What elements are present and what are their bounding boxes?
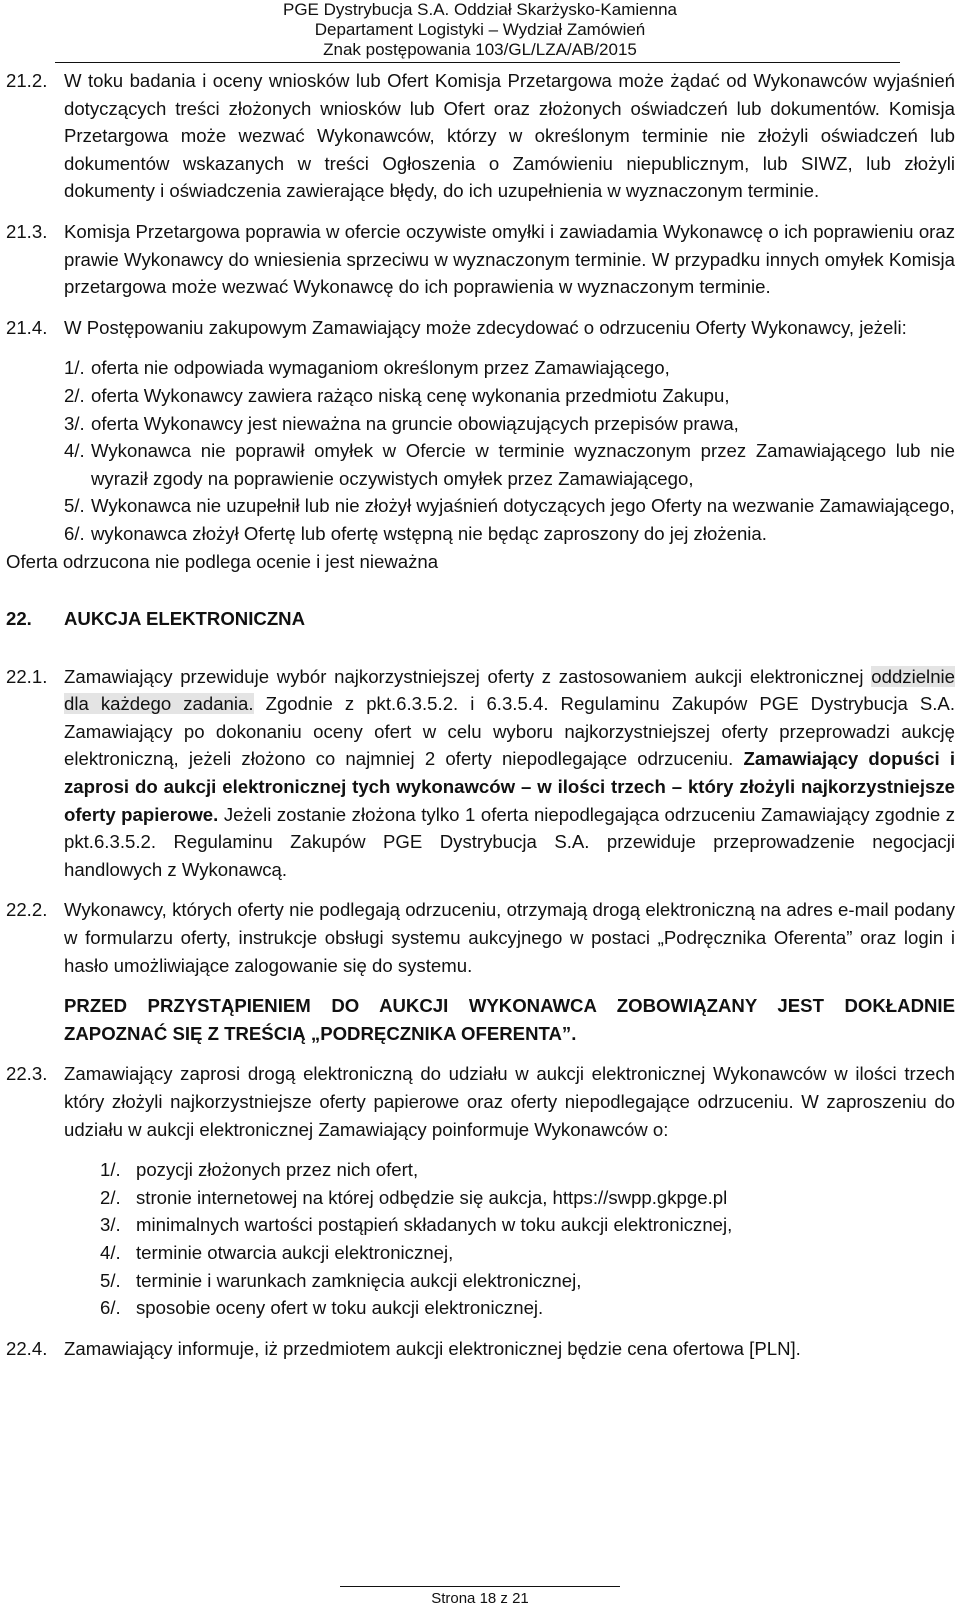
page-number: Strona 18 z 21 <box>431 1590 529 1607</box>
list-item: 4/. terminie otwarcia aukcji elektronicznej, <box>100 1241 454 1263</box>
header-divider <box>55 62 900 63</box>
section-number: 22.4. <box>6 1337 48 1359</box>
warning-text: PRZED PRZYSTĄPIENIEM DO AUKCJI WYKONAWCA ZOBOWIĄZANY JEST DOKŁADNIE ZAPOZNAĆ SIĘ Z TREŚCIĄ „PODRĘCZNIKA OFERENTA”. <box>64 995 955 1044</box>
section-22-heading <box>0 605 955 633</box>
list-item: 5/. Wykonawca nie uzupełnił lub nie złożył wyjaśnień dotyczących jego Oferty na wezwanie Zamawiającego, <box>64 495 955 517</box>
list-item: 3/. minimalnych wartości postąpień składanych w toku aukcji elektronicznej, <box>100 1214 733 1236</box>
list-item: 6/. sposobie oceny ofert w toku aukcji elektronicznej. <box>100 1297 544 1319</box>
list-item: 3/. oferta Wykonawcy jest nieważna na gruncie obowiązujących przepisów prawa, <box>64 412 739 434</box>
section-title: AUKCJA ELEKTRONICZNA <box>64 608 306 630</box>
section-body <box>64 896 955 1047</box>
page-header <box>0 0 960 60</box>
highlighted-text: oddzielnie dla każdego zadania. <box>64 665 956 715</box>
list-item: 2/. stronie internetowej na której odbędzie się aukcja, https://swpp.gkpge.pl <box>100 1186 728 1208</box>
section-22-3 <box>0 1060 955 1143</box>
list-item: 1/. pozycji złożonych przez nich ofert, <box>100 1159 419 1181</box>
header-department: Departament Logistyki – Wydział Zamówień <box>314 20 646 39</box>
section-text: W Postępowaniu zakupowym Zamawiający może zdecydować o odrzuceniu Oferty Wykonawcy, jeżeli: <box>64 316 907 338</box>
section-text: Komisja Przetargowa poprawia w ofercie oczywiste omyłki i zawiadamia Wykonawcę o ich poprawieniu oraz prawie Wykonawcy do wniesienia sprzeciwu w wyznaczonym terminie. W przypadku innych omyłek Komisja przetargowa może wezwać Wykonawcę do ich poprawienia w wyznaczonym terminie. <box>64 220 955 298</box>
section-body <box>64 314 955 548</box>
section-21-4 <box>0 314 955 548</box>
rejection-note: Oferta odrzucona nie podlega ocenie i jest nieważna <box>6 550 439 572</box>
section-22-1 <box>0 663 955 884</box>
page-footer <box>0 1590 960 1608</box>
section-number: 22.1. <box>6 665 48 687</box>
section-22-2 <box>0 896 955 1047</box>
header-reference: Znak postępowania 103/GL/LZA/AB/2015 <box>323 40 637 59</box>
section-text: Zamawiający informuje, iż przedmiotem aukcji elektronicznej będzie cena ofertowa [PLN]. <box>64 1337 801 1359</box>
section-number: 21.4. <box>6 316 48 338</box>
list-item: 4/. Wykonawca nie poprawił omyłek w Ofercie w terminie wyznaczonym przez Zamawiającego lub nie wyraził zgody na poprawienie oczywistych omyłek przez Zamawiającego, <box>64 440 955 489</box>
section-21-3 <box>0 218 955 301</box>
section-text: Zamawiający zaprosi drogą elektroniczną do udziału w aukcji elektronicznej Wykonawców w ilości trzech który złożyli najkorzystniejsze oferty papierowe oraz oferty niepodlegające odrzuceniu. W zaproszeniu do udziału w aukcji elektronicznej Zamawiający poinformuje Wykonawców o: <box>64 1063 955 1140</box>
rejection-list <box>64 354 955 547</box>
document-body <box>0 67 955 1362</box>
section-text: W toku badania i oceny wniosków lub Ofert Komisja Przetargowa może żądać od Wykonawców wyjaśnień dotyczących treści złożonych wniosków lub Ofert oraz złożonych oświadczeń lub dokumentów. Komisja Przetargowa może wezwać Wykonawców, którzy w określonym terminie nie złożyli oświadczeń lub dokumentów wskazanych w treści Ogłoszenia o Zamówieniu niepublicznym, lub SIWZ, lub złożyli dokumenty i oświadczenia zawierające błędy, do ich uzupełnienia w wyznaczonym terminie. <box>64 70 955 202</box>
list-item: 1/. oferta nie odpowiada wymaganiom określonym przez Zamawiającego, <box>64 357 670 379</box>
header-company: PGE Dystrybucja S.A. Oddział Skarżysko-Kamienna <box>283 0 677 19</box>
section-22-4 <box>0 1335 955 1363</box>
invitation-list <box>0 1156 955 1322</box>
section-number: 21.2. <box>6 70 48 91</box>
section-number: 22.2. <box>6 899 48 921</box>
list-item: 5/. terminie i warunkach zamknięcia aukcji elektronicznej, <box>100 1269 582 1291</box>
section-text: Zamawiający przewiduje wybór najkorzystniejszej oferty z zastosowaniem aukcji elektronicznej oddzielnie dla każdego zadania. Zgodnie z pkt.6.3.5.2. i 6.3.5.4. Regulaminu Zakupów PGE Dystrybucja S.A. Zamawiający po dokonaniu oceny ofert w celu wyboru najkorzystniejszej oferty przeprowadzi aukcję elektroniczną, jeżeli złożono co najmniej 2 oferty niepodlegające odrzuceniu. Zamawiający dopuści i zaprosi do aukcji elektronicznej tych wykonawców – w ilości trzech – który złożyli najkorzystniejsze oferty papierowe. Jeżeli zostanie złożona tylko 1 oferta niepodlegająca odrzuceniu Zamawiający zgodnie z pkt.6.3.5.2. Regulaminu Zakupów PGE Dystrybucja S.A. przewiduje przeprowadzenie negocjacji handlowych z Wykonawcą. <box>64 665 956 880</box>
bold-text: Zamawiający dopuści i zaprosi do aukcji elektronicznej tych wykonawców – w ilości trzech – który złożyli najkorzystniejsze oferty papierowe. <box>64 748 955 825</box>
list-item: 6/. wykonawca złożył Ofertę lub ofertę wstępną nie będąc zaproszony do jej złożenia. <box>64 522 767 544</box>
section-number: 21.3. <box>6 220 48 242</box>
section-number: 22. <box>6 608 32 630</box>
section-text: Wykonawcy, których oferty nie podlegają odrzuceniu, otrzymają drogą elektroniczną na adres e-mail podany w formularzu oferty, instrukcje obsługi systemu aukcyjnego w postaci „Podręcznika Oferenta” oraz login i hasło umożliwiające zalogowanie się do systemu. <box>64 899 955 976</box>
list-item: 2/. oferta Wykonawcy zawiera rażąco niską cenę wykonania przedmiotu Zakupu, <box>64 384 730 406</box>
section-body <box>64 1060 955 1143</box>
section-number: 22.3. <box>6 1063 48 1085</box>
footer-divider <box>340 1586 620 1587</box>
section-21-2 <box>0 67 955 205</box>
